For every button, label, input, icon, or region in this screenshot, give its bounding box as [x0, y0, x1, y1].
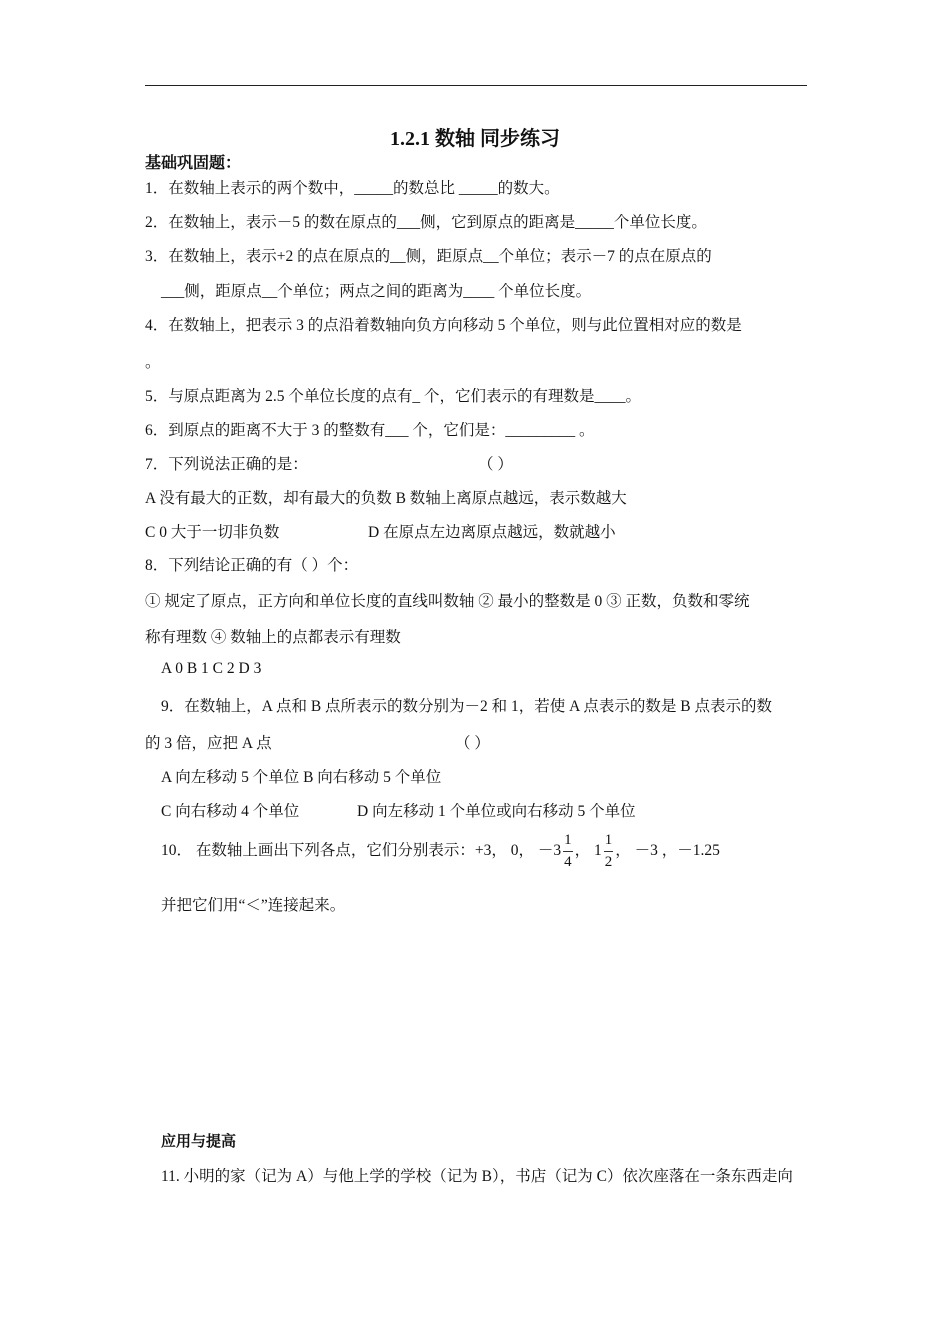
- question-4-line-1: 4．在数轴上，把表示 3 的点沿着数轴向负方向移动 5 个单位，则与此位置相对应的数是: [145, 317, 742, 334]
- header-rule: [145, 85, 807, 86]
- question-10-text-end: ， －3 ，－1.25: [615, 842, 720, 860]
- fraction-one-quarter: [563, 833, 573, 870]
- fraction-numerator: 1: [563, 833, 573, 852]
- question-1: 1．在数轴上表示的两个数中，_____的数总比 _____的数大。: [145, 180, 560, 197]
- fraction-one-half: [604, 833, 614, 870]
- question-9-line-1: 9．在数轴上，A 点和 B 点所表示的数分别为－2 和 1，若使 A 点表示的数是 B 点表示的数: [161, 698, 772, 715]
- question-7-option-c: C 0 大于一切非负数: [145, 524, 280, 541]
- question-8-statements-line-1: ① 规定了原点，正方向和单位长度的直线叫数轴 ② 最小的整数是 0 ③ 正数，负数和零统: [145, 593, 750, 610]
- page-title: 1.2.1 数轴 同步练习: [390, 128, 560, 150]
- question-9-option-c: C 向右移动 4 个单位: [161, 803, 300, 820]
- question-3-line-1: 3．在数轴上，表示+2 的点在原点的__侧，距原点__个单位；表示－7 的点在原点的: [145, 248, 712, 265]
- question-4-line-2: 。: [145, 354, 161, 371]
- fraction-numerator: 1: [604, 833, 614, 852]
- question-10-text-start: 10． 在数轴上画出下列各点，它们分别表示：+3， 0， －3: [161, 842, 562, 860]
- question-7-options-ab: A 没有最大的正数，却有最大的负数 B 数轴上离原点越远，表示数越大: [145, 490, 627, 507]
- question-3-line-2: ___侧，距原点__个单位；两点之间的距离为____ 个单位长度。: [161, 283, 592, 300]
- question-9-line-2: 的 3 倍，应把 A 点: [145, 735, 272, 752]
- question-9-options-ab: A 向左移动 5 个单位 B 向右移动 5 个单位: [161, 769, 442, 786]
- question-7-answer-paren: （ ）: [478, 456, 513, 473]
- question-7: 7．下列说法正确的是：: [145, 456, 308, 473]
- question-7-option-d: D 在原点左边离原点越远，数就越小: [368, 524, 616, 541]
- question-10-line-1: [161, 833, 720, 870]
- section-heading-basic: 基础巩固题：: [145, 155, 242, 172]
- fraction-denominator: 4: [564, 854, 572, 870]
- section-heading-application: 应用与提高: [161, 1134, 237, 1150]
- question-10-text-middle: ， 1: [574, 842, 602, 860]
- question-6: 6．到原点的距离不大于 3 的整数有___ 个，它们是：_________ 。: [145, 422, 595, 439]
- question-10-line-2: 并把它们用“＜”连接起来。: [161, 897, 346, 914]
- question-9-option-d: D 向左移动 1 个单位或向右移动 5 个单位: [357, 803, 636, 820]
- question-8: 8．下列结论正确的有（ ）个：: [145, 557, 359, 574]
- question-9-answer-paren: （ ）: [455, 735, 490, 752]
- fraction-denominator: 2: [604, 854, 613, 870]
- question-11: 11. 小明的家（记为 A）与他上学的学校（记为 B），书店（记为 C）依次座落在一条东西走向: [161, 1168, 793, 1185]
- question-8-options: A 0 B 1 C 2 D 3: [161, 660, 262, 677]
- question-8-statements-line-2: 称有理数 ④ 数轴上的点都表示有理数: [145, 629, 401, 646]
- question-2: 2．在数轴上，表示－5 的数在原点的___侧，它到原点的距离是_____个单位长度。: [145, 214, 707, 231]
- question-5: 5．与原点距离为 2.5 个单位长度的点有_ 个，它们表示的有理数是____。: [145, 388, 642, 405]
